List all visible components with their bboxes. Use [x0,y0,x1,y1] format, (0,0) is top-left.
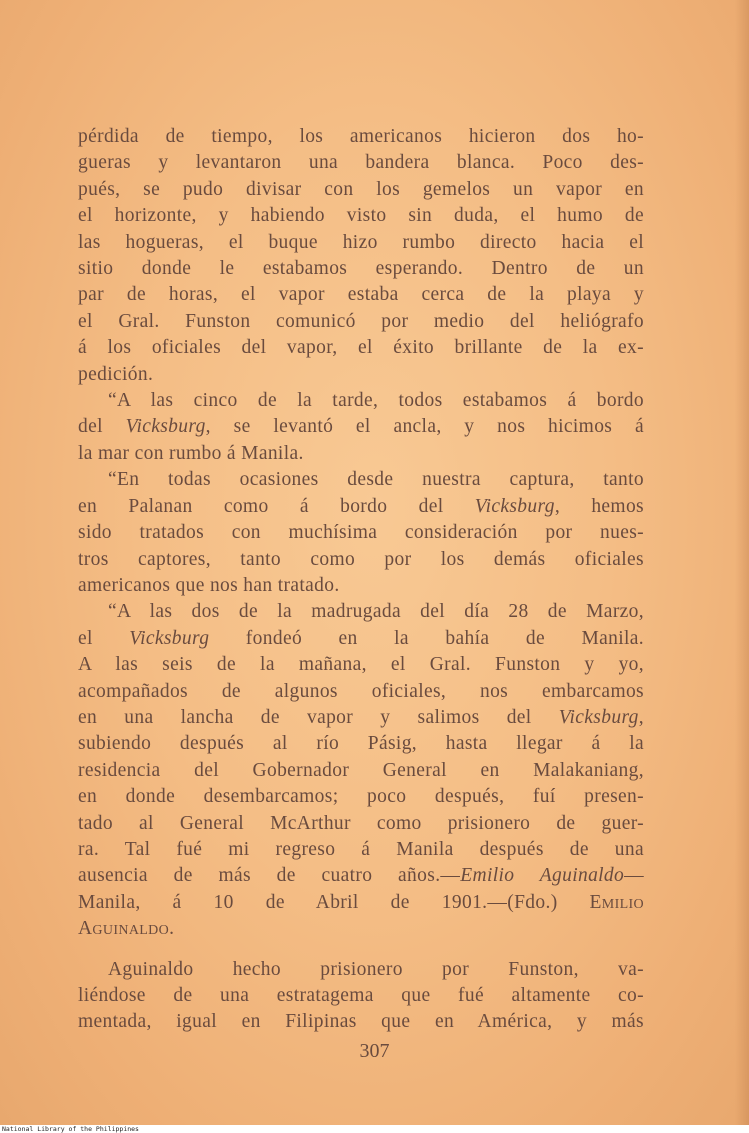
signatory-name: Emilio [589,891,644,913]
text-fragment: , hemos [554,495,644,517]
signatory-name: Aguinaldo [78,918,170,940]
text-line [78,890,644,916]
text-fragment: Manila, á 10 de Abril de 1901.—(Fdo.) [78,891,590,913]
text-line: Aguinaldo hecho prisionero por Funston, va- [108,958,644,980]
page-number: 307 [359,1040,390,1062]
text-fragment: — [624,865,644,887]
text-line: residencia del Gobernador General en Malakaniang, [78,759,644,781]
text-line [78,414,644,440]
text-fragment: en Palanan como á bordo del [78,495,475,517]
text-line: pérdida de tiempo, los americanos hicieron dos ho- [78,126,644,147]
text-line: sido tratados con muchísima consideración por nues- [78,522,644,544]
text-line: tros captores, tanto como por los demás oficiales [78,548,644,570]
text-line: par de horas, el vapor estaba cerca de la playa y [78,284,644,306]
text-line: pués, se pudo divisar con los gemelos un vapor en [78,178,644,200]
text-fragment: , se levantó el ancla, y nos hicimos á [205,416,644,438]
text-line: “En todas ocasiones desde nuestra captura, tanto [108,469,644,491]
text-line: americanos que nos han tratado. [78,574,340,596]
paragraph-3 [78,467,644,599]
text-line: liéndose de una estratagema que fué altamente co- [78,985,644,1006]
ship-name: Vicksburg [129,627,210,649]
text-line: sitio donde le estabamos esperando. Dentro de un [78,258,644,280]
library-credit: National Library of the Philippines [2,1125,139,1133]
text-line [78,863,644,889]
text-line: gueras y levantaron una bandera blanca. Poco des- [78,152,644,174]
text-fragment: ausencia de más de cuatro años.— [78,865,461,887]
paragraph-2 [78,388,644,467]
text-line: “A las dos de la madrugada del día 28 de Marzo, [108,601,644,623]
text-fragment: fondeó en la bahía de Manila. [209,627,644,649]
text-line: subiendo después al río Pásig, hasta llegar á la [78,733,644,755]
text-line: mentada, igual en Filipinas que en América, y más [78,1011,644,1033]
text-line: pedición. [78,363,154,385]
text-fragment: del [78,416,126,438]
text-line: el Gral. Funston comunicó por medio del heliógrafo [78,310,644,332]
text-fragment: en una lancha de vapor y salimos del [78,706,559,728]
ship-name: Vicksburg [474,495,555,517]
page-spine-shadow [735,0,749,1125]
text-line: acompañados de algunos oficiales, nos embarcamos [78,680,644,702]
text-line: á los oficiales del vapor, el éxito brillante de la ex- [78,337,644,359]
text-line: las hogueras, el buque hizo rumbo directo hacia el [78,231,644,253]
text-line [78,705,644,731]
ship-name: Vicksburg [558,706,639,728]
text-line: tado al General McArthur como prisionero de guer- [78,812,644,834]
text-fragment: , [638,706,644,728]
text-line [78,916,644,942]
signature-italic: Emilio Aguinaldo [460,865,625,887]
text-line [78,494,644,520]
ship-name: Vicksburg [125,416,206,438]
text-line: la mar con rumbo á Manila. [78,442,304,464]
paragraph-5 [78,957,644,1036]
text-fragment: . [169,918,175,940]
text-line: “A las cinco de la tarde, todos estabamos á bordo [108,390,644,412]
paragraph-1 [78,124,644,388]
text-line: el horizonte, y habiendo visto sin duda, el humo de [78,205,644,227]
text-line [78,626,644,652]
text-line: ra. Tal fué mi regreso á Manila después de una [78,838,644,860]
text-fragment: el [78,627,130,649]
body-text [78,124,644,1036]
paragraph-4 [78,599,644,942]
text-line: A las seis de la mañana, el Gral. Funston y yo, [78,654,644,676]
text-line: en donde desembarcamos; poco después, fuí presen- [78,786,644,808]
